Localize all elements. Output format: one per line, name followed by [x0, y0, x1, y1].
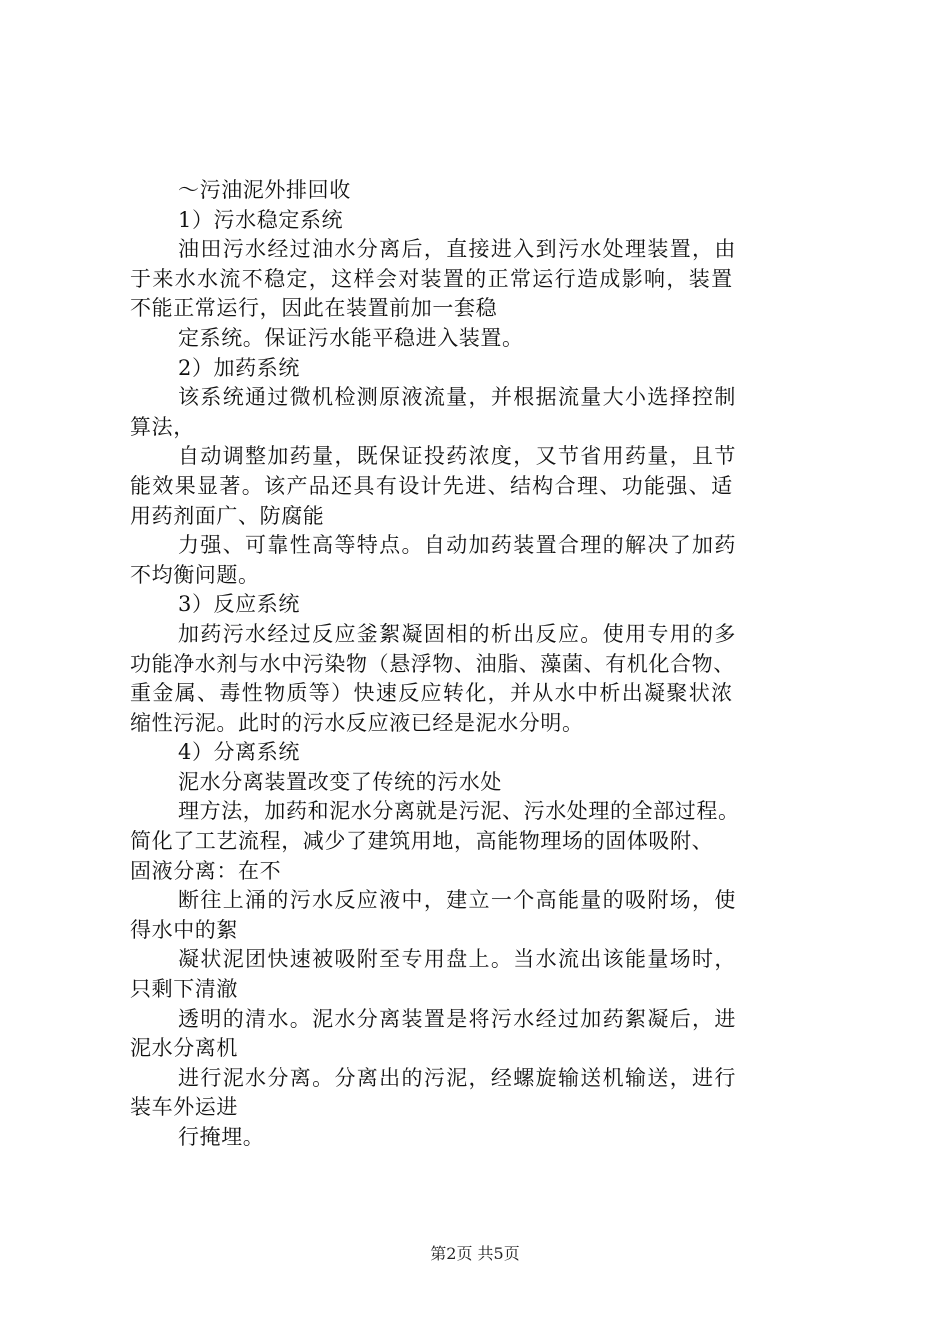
text-line: 加药污水经过反应釜絮凝固相的析出反应。使用专用的多 [178, 621, 737, 646]
text-line: 力强、可靠性高等特点。自动加药装置合理的解决了加药 [178, 533, 737, 558]
text-line: 缩性污泥。此时的污水反应液已经是泥水分明。 [130, 710, 584, 735]
text-line: 断往上涌的污水反应液中，建立一个高能量的吸附场，使 [178, 888, 737, 913]
section-heading: 2）加药系统 [178, 355, 300, 380]
text-line: 得水中的絮 [130, 917, 238, 942]
section-heading: 3）反应系统 [178, 592, 300, 617]
text-line: 泥水分离装置改变了传统的污水处 [178, 769, 502, 794]
document-body [130, 176, 830, 1153]
text-line: 只剩下清澈 [130, 977, 238, 1002]
text-line: 泥水分离机 [130, 1036, 238, 1061]
text-line: 不能正常运行，因此在装置前加一套稳 [130, 296, 498, 321]
text-line: 进行泥水分离。分离出的污泥，经螺旋输送机输送，进行 [178, 1065, 737, 1090]
text-line: 透明的清水。泥水分离装置是将污水经过加药絮凝后，进 [178, 1006, 737, 1031]
text-line: 算法， [130, 414, 195, 439]
text-line: ～污油泥外排回收 [178, 178, 351, 202]
text-line: 用药剂面广、防腐能 [130, 503, 325, 528]
text-line: 行掩埋。 [178, 1125, 265, 1149]
text-line: 定系统。保证污水能平稳进入装置。 [178, 325, 524, 350]
text-line: 凝状泥团快速被吸附至专用盘上。当水流出该能量场时， [178, 947, 737, 972]
text-line: 理方法，加药和泥水分离就是污泥、污水处理的全部过程。 [178, 799, 740, 824]
text-line: 重金属、毒性物质等）快速反应转化，并从水中析出凝聚状浓 [130, 681, 734, 706]
text-line: 不均衡问题。 [130, 562, 260, 587]
text-line: 固液分离：在不 [130, 858, 282, 883]
text-line: 于来水水流不稳定，这样会对装置的正常运行造成影响，装置 [130, 266, 734, 291]
text-line: 装车外运进 [130, 1095, 238, 1120]
text-line: 自动调整加药量，既保证投药浓度，又节省用药量，且节 [178, 444, 737, 469]
page-footer: 第2页 共5页 [430, 1244, 520, 1263]
section-heading: 4）分离系统 [178, 740, 300, 765]
section-heading: 1）污水稳定系统 [178, 207, 344, 232]
text-line: 功能净水剂与水中污染物（悬浮物、油脂、藻菌、有机化合物、 [130, 651, 735, 676]
text-line: 能效果显著。该产品还具有设计先进、结构合理、功能强、适 [130, 473, 734, 498]
text-line: 该系统通过微机检测原液流量，并根据流量大小选择控制 [178, 385, 737, 410]
text-line: 油田污水经过油水分离后，直接进入到污水处理装置，由 [178, 237, 737, 262]
text-line: 简化了工艺流程，减少了建筑用地，高能物理场的固体吸附、 [130, 829, 714, 854]
